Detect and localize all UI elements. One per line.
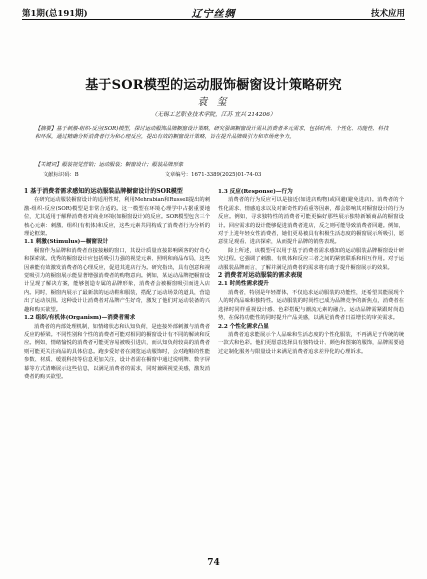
paragraph: 除上所述，该模型可以用于基于消费者需求感知的运动服装品牌橱窗设计研究过程。它强调了刺激、有机体和反应三者之间的紧密联系和相互作用。对于运动服装品牌而言，了解并满足消费者的需求将有助于提升橱窗展示的效果。: [218, 247, 404, 271]
abstract: 【摘要】基于刺激-组织-反应(SOR)模型，探讨运动服饰品牌橱窗设计策略。研究强调橱窗设计需从消费者多元需求，包括时尚、个性化、功能性、科技和环保。通过精确分析消费者行为和心理反应，提出有效的橱窗设计策略，旨在提升品牌吸引力和市场竞争力。: [35, 126, 389, 141]
affiliation: （无锡工艺职业技术学院，江苏 宜兴 214206）: [151, 112, 276, 118]
subsection-heading: 1.2 组织/有机体(Organism)—消费者需求: [24, 315, 136, 322]
author: 袁 玺: [197, 97, 230, 108]
paragraph: 消费者追求能展示个人品味和生活态度的个性化服装，不再满足于传统的统一款式和色彩。他们更愿意选择具有独特设计、颜色和图案的服饰，品牌需要通过定制化服务与限量设计来满足消费者追求差异化的心理诉求。: [218, 331, 404, 355]
subsection-heading: 1.3 反应(Response)—行为: [218, 189, 293, 195]
paper-title: 基于SOR模型的运动服饰橱窗设计策略研究: [85, 78, 342, 93]
clc-code: 文献标识码：B: [43, 172, 79, 178]
left-column: [24, 188, 210, 381]
subsection-heading: 2.2 个性化需求凸显: [218, 323, 269, 330]
paragraph: 消费者的内部处理机制，如情绪状态和认知负荷，是连接外部刺激与消费者反应的桥梁。不同性别和个性的消费者可能对相同的橱窗设计有不同的解读和反应。例如，情绪愉悦的消费者可能更容易被吸引进店，而认知负荷较高的消费者则可能更关注商品的具体信息。跑步爱好者在浏览运动服饰时，会对跑鞋的性能参数、材质、缓震科技等信息更加关注，设计者需在橱窗中通过说明牌、数字屏幕等方式清晰展示这些信息，以满足消费者的需求，同时兼顾视觉美感，激发消费者的购买欲望。: [24, 323, 210, 380]
subsection-heading: 2.1 时尚性需求提升: [218, 281, 269, 288]
keywords: 【关键词】服装视觉营销；运动服装；橱窗设计；服装品牌形象: [35, 162, 184, 168]
paragraph: 橱窗作为品牌和消费者直接接触的窗口，其设计质量直接影响顾客的好奇心和探索欲。优秀的橱窗设计应包括吸引力强的视觉元素、照明和商品布局，这些因素能有效激发消费者的心理反应，促进其进店行为。研究指出，具有创意和视觉吸引力的橱窗展示能显著增强消费者的购物意向。例如，某运动品牌把橱窗设计呈现了解决方案，能够创造专属的品牌形象，消费者会被橱窗吸引而进入店内。同时，橱窗内展示了最新款的运动鞋和服装，搭配了运动场景的道具，营造出了运动氛围。这种设计让消费者对品牌产生好奇，激发了他们对运动装备的兴趣和购买欲望。: [24, 247, 210, 313]
article-meta: [43, 170, 392, 178]
paragraph: 消费者的行为反应可以是接近(如进店购物)或回避(避免进店)。消费者的个性化需求、情感追求以及对新奇性的看重等因素，都会影响其对橱窗设计的行为反应。例如，寻求独特性的消费者可能更偏好那些展示独特新颖商品的橱窗设计。回应需求的设计能够促进消费者进店，反之则可能导致消费者回避。例如，对于上进年轻女性消费者，她们更易被具有积极生活态度的橱窗展示所吸引，愿意驻足观看、进店探索，从而提升品牌的销售表现。: [218, 197, 404, 246]
section-heading: 1 基于消费者需求感知的运动服装品牌橱窗设计的SOR模型: [24, 188, 183, 195]
right-column: [218, 188, 404, 356]
page-number: 74: [207, 558, 220, 568]
issue-label: 第1期(总191期): [22, 9, 88, 19]
paragraph: 消费者，特别是年轻群体，不仅追求运动服装的功能性，还希望其能展现个人的时尚品味和独特性。运动服装的时尚性已成为品牌竞争的新焦点，消费者在选择时同样重视设计感、色彩搭配与潮流元素的融合。运动品牌需紧跟时尚趋势，在保持功能性的同时提升产品美感，以满足消费者日益增长的审美需求。: [218, 289, 404, 322]
section-heading: 2 消费者对运动服装的需求表现: [218, 272, 303, 280]
header-rule: [22, 19, 405, 20]
subsection-heading: 1.1 刺激(Stimulus)—橱窗设计: [24, 239, 109, 246]
journal-name: 辽宁丝绸: [191, 9, 236, 20]
section-label: 技术应用: [370, 9, 405, 19]
running-header: [22, 4, 405, 20]
article-number: 文章编号：1671-3389(2025)01-74-03: [164, 172, 262, 178]
paragraph: 在研究运动服装橱窗设计的适用性时，利用Mehrabian和Russell提出的刺激-组织-反应(SOR)模型是非常合适的。这一模型在环境心理学中占据重要地位，尤其适用于解释消费者对商业环境(如橱窗设计)的反应。SOR模型包含三个核心元素：刺激、组织(有机体)和反应，这些元素共同构成了消费者行为分析的理论框架。: [24, 197, 210, 238]
